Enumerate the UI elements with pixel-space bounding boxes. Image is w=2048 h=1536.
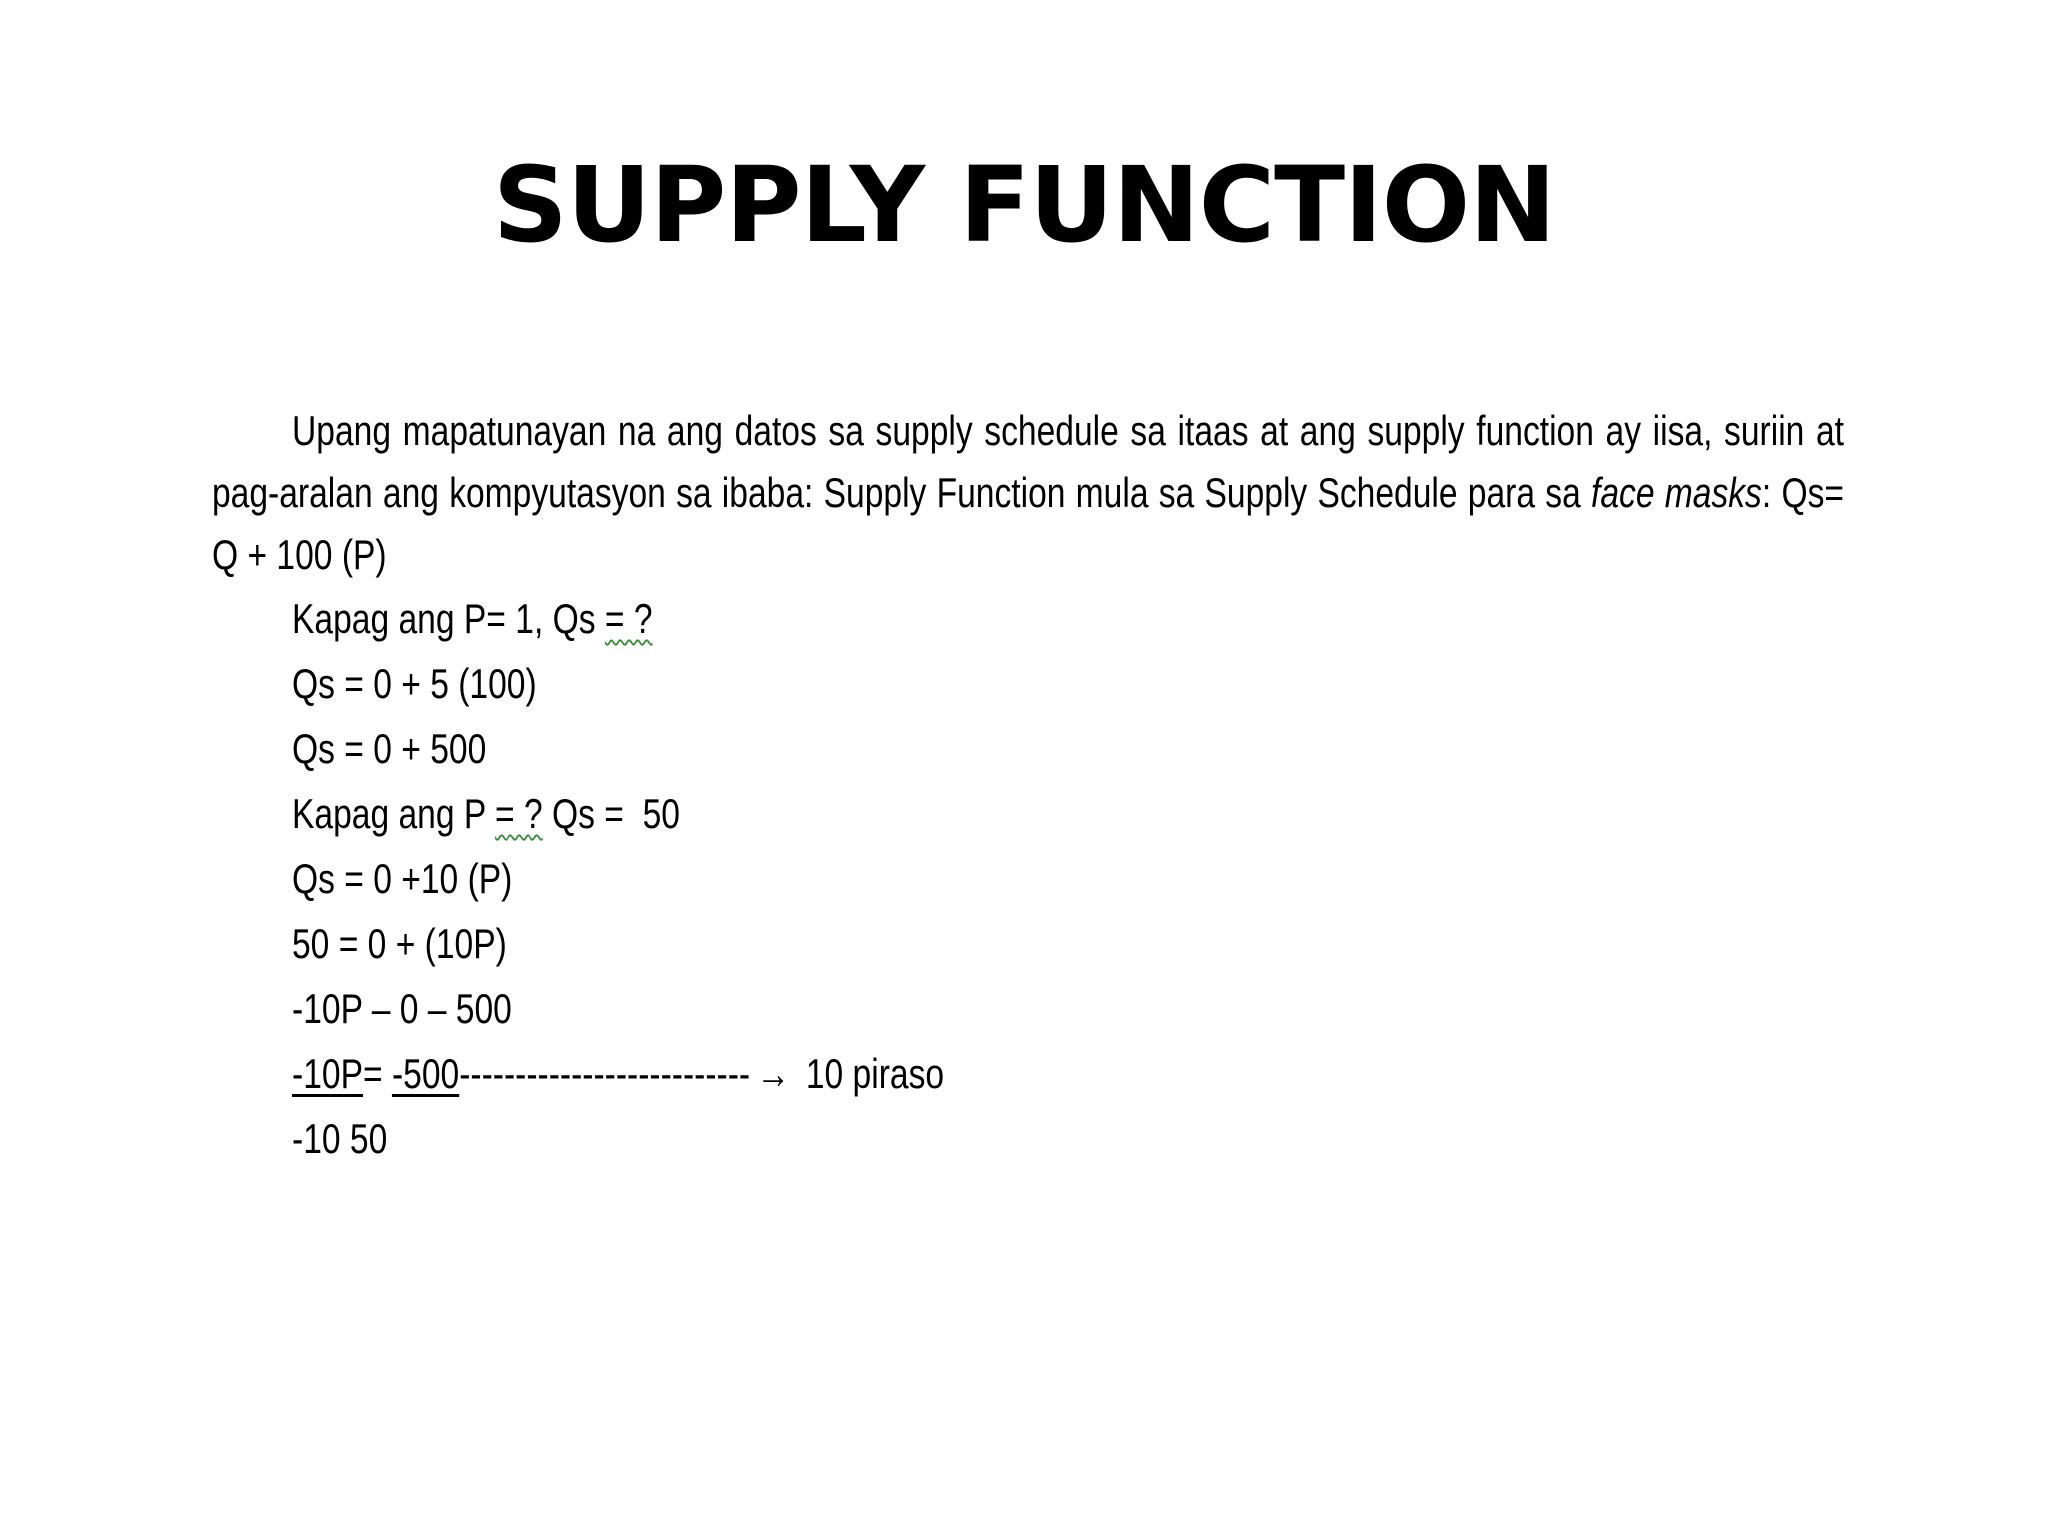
right-arrow-icon: →: [756, 1050, 791, 1097]
computation-line-3: Qs = 0 + 500: [292, 725, 487, 772]
computation-line-9: -10 50: [292, 1115, 388, 1162]
line-8-numerator-left: -10P: [292, 1050, 363, 1097]
computation-line-4: [292, 781, 1524, 846]
intro-formula: : Qs= Q + 100 (P): [212, 469, 1844, 578]
computation-line-2: Qs = 0 + 5 (100): [292, 660, 537, 707]
line-4-spellcheck-text: = ?: [495, 790, 543, 837]
line-4-text: Kapag ang P: [292, 790, 496, 837]
computation-line-5: Qs = 0 +10 (P): [292, 855, 513, 902]
slide-title: SUPPLY FUNCTION: [492, 144, 1556, 266]
computation-block: [212, 400, 1844, 1171]
line-8-result: 10 piraso: [805, 1050, 945, 1097]
line-1-spellcheck-text: = ?: [604, 595, 653, 642]
computation-line-1: [292, 586, 1524, 651]
intro-italic-term: face masks: [1591, 469, 1762, 516]
line-8-equals: =: [362, 1050, 392, 1097]
intro-paragraph: [212, 400, 1844, 586]
computation-line-6: 50 = 0 + (10P): [292, 920, 507, 967]
computation-line-7: -10P – 0 – 500: [292, 985, 512, 1032]
line-4-text-end: Qs = 50: [542, 790, 680, 837]
line-8-dashes: --------------------------: [459, 1050, 751, 1097]
line-1-text: Kapag ang P= 1, Qs: [292, 595, 605, 642]
line-8-numerator-right: -500: [391, 1050, 460, 1097]
intro-text: Upang mapatunayan na ang datos sa supply schedule sa itaas at ang supply function ay iisa, suriin at pag-aralan ang kompyutasyon sa ibaba: Supply Function mula sa Supply Schedule para sa: [212, 407, 1844, 516]
computation-line-8: [292, 1041, 1524, 1106]
